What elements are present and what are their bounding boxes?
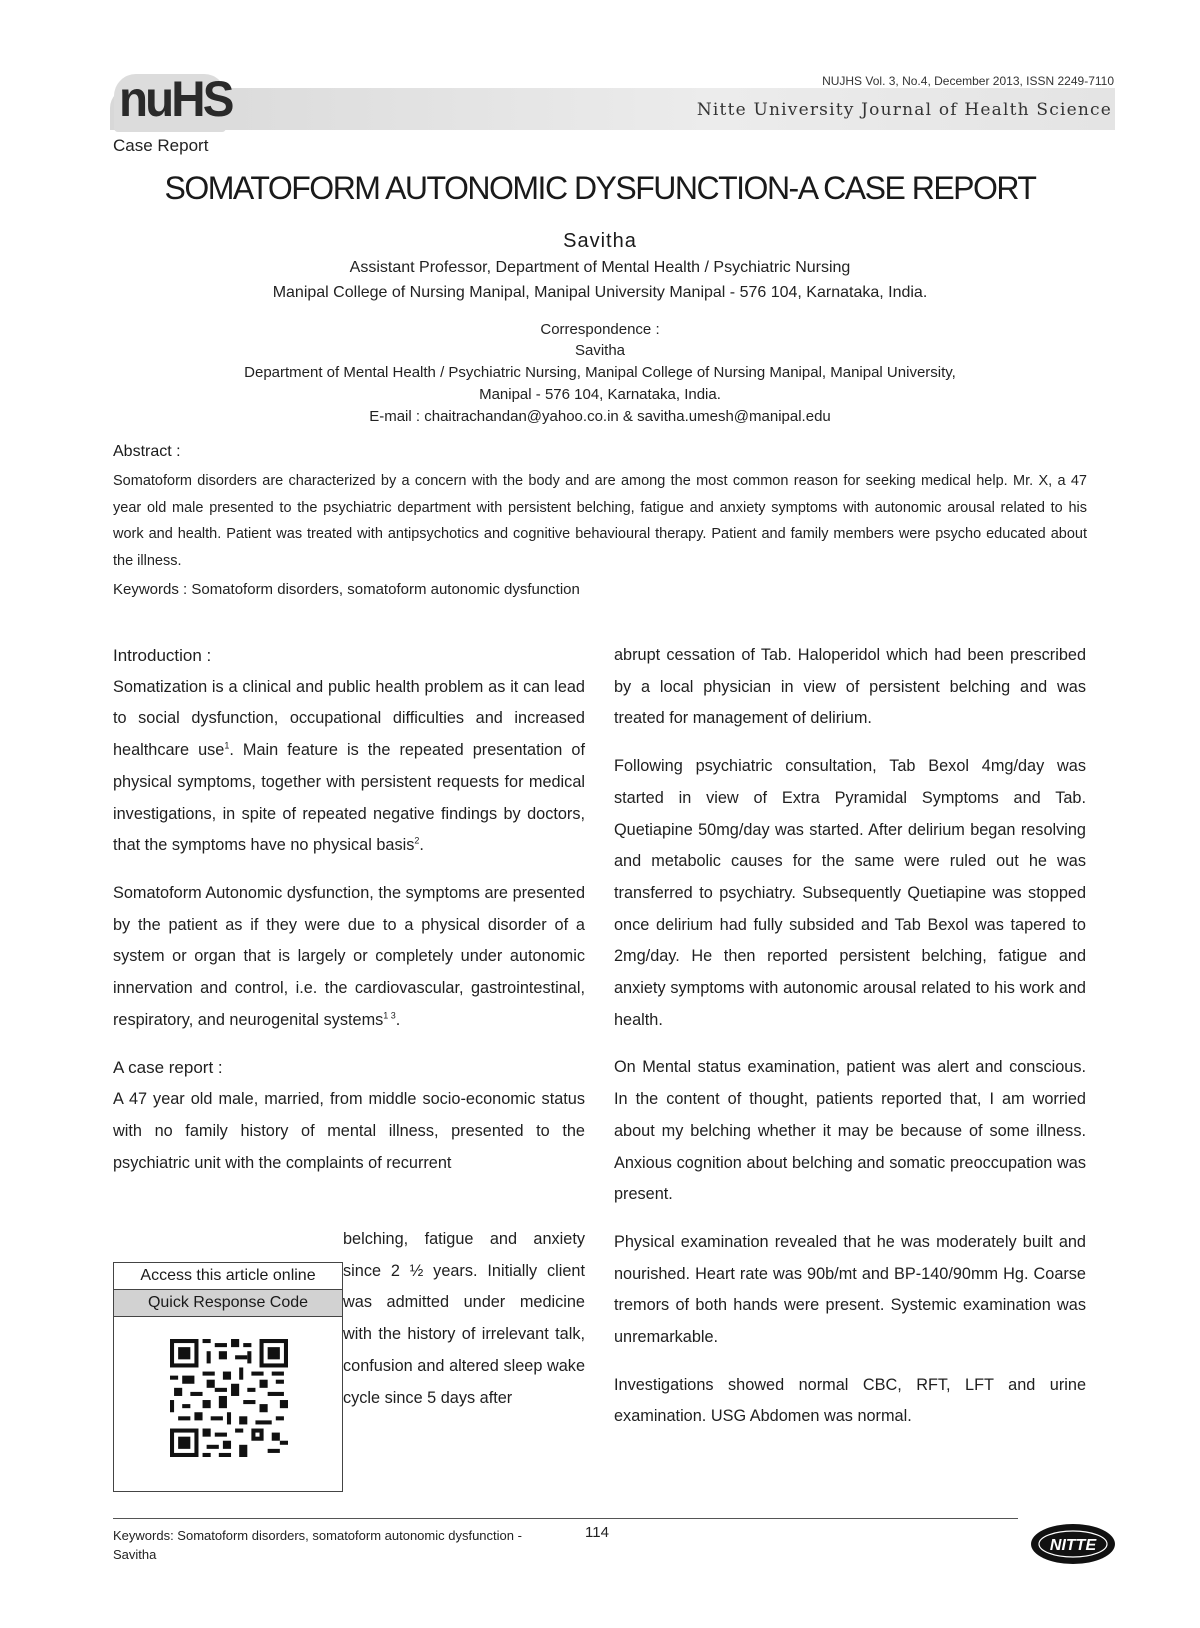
case-paragraph-3: Following psychiatric consultation, Tab Bexol 4mg/day was started in view of Extra Pyramidal Symptoms and Tab. Quetiapine 50mg/day was started. After delirium began resolving and metabolic causes for the same were ruled out he was transferred to psychiatry. Subsequently Quetiapine was stopped once delirium had fully subsided and Tab Bexol was tapered to 2mg/day. He then reported persistent belching, fatigue and anxiety symptoms with autonomic arousal related to his work and health. [614, 757, 1086, 1029]
case-paragraph-1-continued: belching, fatigue and anxiety since 2 ½ years. Initially client was admitted under medicine with the history of irrelevant talk, confusion and altered sleep wake cycle since 5 days after [343, 1230, 585, 1407]
left-column-continued [343, 1224, 585, 1414]
page-number: 114 [585, 1524, 609, 1541]
case-paragraph-1: A 47 year old male, married, from middle socio-economic status with no family history of mental illness, presented to the psychiatric unit with the complaints of recurrent [113, 1090, 585, 1172]
correspondence-name: Savitha [574, 342, 626, 359]
case-heading: A case report : [113, 1058, 223, 1078]
intro-p1-part-c: . [419, 836, 424, 855]
qr-code-label: Quick Response Code [114, 1290, 342, 1317]
intro-paragraph-1 [113, 672, 585, 862]
nitte-logo-text: NITTE [1049, 1537, 1097, 1554]
footer-running-title: Keywords: Somatoform disorders, somatoform autonomic dysfunction - Savitha [113, 1528, 522, 1562]
issue-info: NUJHS Vol. 3, No.4, December 2013, ISSN 2249-7110 [822, 74, 1114, 88]
correspondence-address-2: Manipal - 576 104, Karnataka, India. [479, 386, 721, 403]
qr-access-box [113, 1262, 343, 1492]
case-paragraph-2: abrupt cessation of Tab. Haloperidol which had been prescribed by a local physician in view of persistent belching and was treated for management of delirium. [614, 646, 1086, 728]
abstract-text: Somatoform disorders are characterized by a concern with the body and are among the most common reason for seeking medical help. Mr. X, a 47 year old male presented to the psychiatric department with persistent belching, fatigue and anxiety symptoms with autonomic arousal related to his work and health. Patient was treated with antipsychotics and cognitive behavioural therapy. Patient and family members were psycho educated about the illness. [113, 473, 1087, 569]
left-column [113, 640, 585, 1179]
footer-divider [113, 1518, 1018, 1519]
case-paragraph-5: Physical examination revealed that he was moderately built and nourished. Heart rate was 90b/mt and BP-140/90mm Hg. Coarse tremors of both hands were present. Systemic examination was unremarkable. [614, 1232, 1086, 1347]
correspondence-label: Correspondence : [540, 321, 660, 338]
author-name: Savitha [563, 230, 637, 252]
intro-p1-part-a: Somatization is a clinical and public health problem as it can lead to social dysfunction, occupational difficulties and increased healthcare use [113, 677, 585, 760]
abstract-label: Abstract : [113, 443, 181, 460]
intro-p1-part-b: . Main feature is the repeated presentation of physical symptoms, together with persistent requests for medical investigations, in spite of repeated negative findings by doctors, that the symptoms have no physical basis [113, 741, 585, 855]
right-column [614, 640, 1086, 1449]
correspondence-address-1: Department of Mental Health / Psychiatric Nursing, Manipal College of Nursing Manipal, Manipal University, [244, 364, 956, 381]
intro-heading: Introduction : [113, 646, 212, 665]
case-paragraph-4: On Mental status examination, patient was alert and conscious. In the content of thought, patients reported that, I am worried about my belching whether it may be because of some illness. Anxious cognition about belching and somatic preoccupation was present. [614, 1058, 1086, 1204]
citation-1: 1 [224, 740, 230, 751]
correspondence-email: E-mail : chaitrachandan@yahoo.co.in & savitha.umesh@manipal.edu [369, 408, 831, 425]
article-type: Case Report [113, 136, 209, 155]
qr-code-icon[interactable] [170, 1339, 288, 1457]
intro-p2-part-b: . [395, 1010, 401, 1029]
qr-access-label: Access this article online [114, 1263, 342, 1290]
citation-2: 2 [414, 835, 420, 846]
journal-name: Nitte University Journal of Health Science [696, 100, 1112, 120]
journal-logo: nuHS [118, 71, 232, 127]
case-paragraph-6: Investigations showed normal CBC, RFT, LFT and urine examination. USG Abdomen was normal. [614, 1375, 1086, 1426]
citation-1-3: 1 3 [383, 1010, 396, 1021]
intro-paragraph-2 [113, 878, 585, 1037]
author-affiliation-1: Assistant Professor, Department of Mental Health / Psychiatric Nursing [349, 259, 851, 276]
nitte-logo-icon [1030, 1522, 1116, 1566]
keywords: Keywords : Somatoform disorders, somatoform autonomic dysfunction [113, 581, 580, 598]
intro-p2-part-a: Somatoform Autonomic dysfunction, the symptoms are presented by the patient as if they were due to a physical disorder of a system or organ that is largely or completely under autonomic innervation and control, i.e. the cardiovascular, gastrointestinal, respiratory, and neurogenital systems [113, 883, 585, 1029]
article-title: SOMATOFORM AUTONOMIC DYSFUNCTION-A CASE REPORT [164, 170, 1036, 206]
author-affiliation-2: Manipal College of Nursing Manipal, Manipal University Manipal - 576 104, Karnataka, India. [272, 284, 928, 301]
